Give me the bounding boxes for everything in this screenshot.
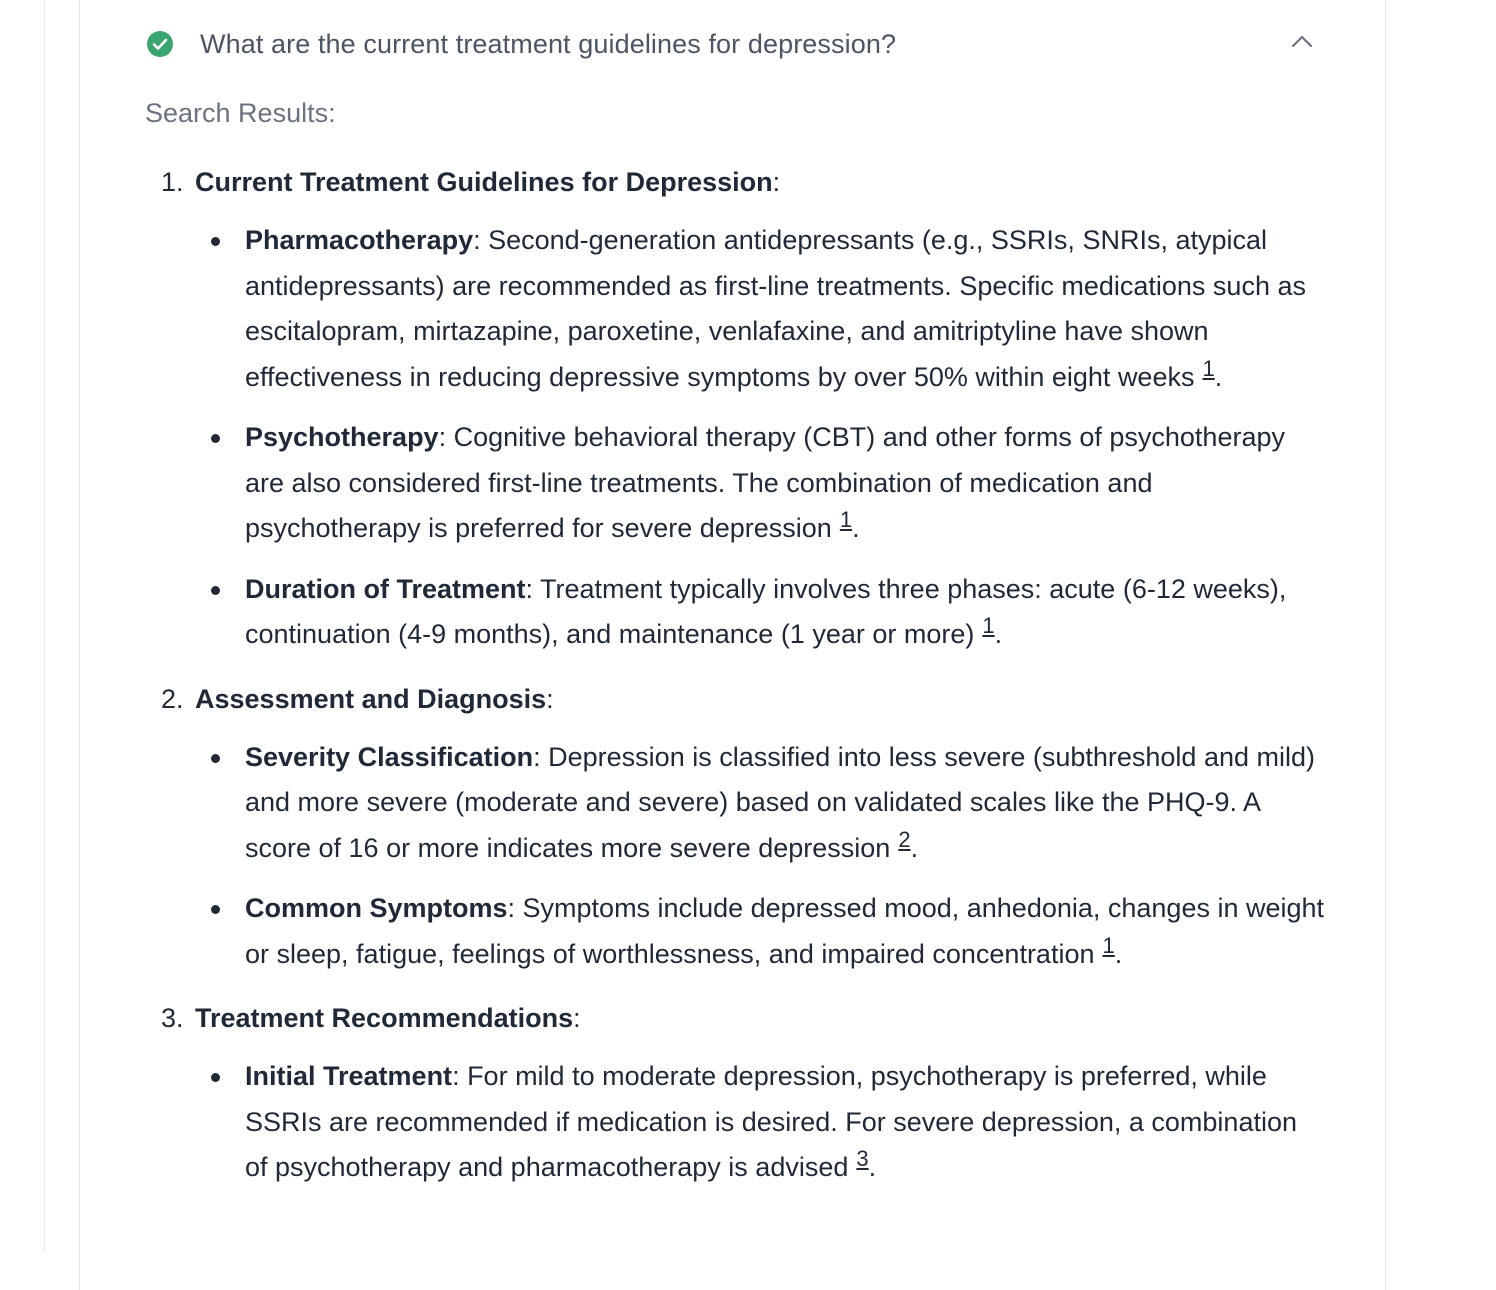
bullet-dot bbox=[211, 905, 220, 914]
bullet-term: Duration of Treatment bbox=[245, 573, 526, 604]
bullet-text: : Second-generation antidepressants (e.g., SSRIs, SNRIs, atypical antidepressants) are recommended as first-line treatments. Specific medications such as escitalopram, mirtazapine, paroxetine, venlafaxine, and amitriptyline have shown effectiveness in reducing depressive symptoms by over 50% within eight weeks bbox=[245, 225, 1306, 392]
bullet-term: Initial Treatment bbox=[245, 1061, 453, 1091]
citation-link[interactable]: 1 bbox=[1102, 932, 1115, 958]
citation-link[interactable]: 1 bbox=[982, 613, 995, 638]
bullet-text: : Depression is classified into less severe (subthreshold and mild) and more severe (moderate and severe) based on validated scales like the PHQ-9. A score of 16 or more indicates more severe depression bbox=[245, 741, 1315, 863]
section bbox=[145, 156, 1325, 658]
bullet-text: : Symptoms include depressed mood, anhedonia, changes in weight or sleep, fatigue, feelings of worthlessness, and impaired concentration bbox=[245, 893, 1325, 969]
citation-link[interactable]: 3 bbox=[856, 1146, 869, 1171]
bullet-text: : Cognitive behavioral therapy (CBT) and other forms of psychotherapy are also considered first-line treatments. The combination of medication and psychotherapy is preferred for severe depression bbox=[245, 422, 1285, 543]
list-item: Common Symptoms: Symptoms include depressed mood, anhedonia, changes in weight or sleep, fatigue, feelings of worthlessness, and impaired concentration $^1$. bbox=[145, 886, 1325, 977]
bullet-dot bbox=[211, 586, 220, 595]
section-title: 3. Treatment Recommendations: bbox=[145, 992, 1325, 1046]
bullet-dot bbox=[211, 434, 220, 443]
bullet-term: Psychotherapy bbox=[245, 422, 439, 452]
left-border-line bbox=[44, 0, 45, 1252]
section bbox=[145, 673, 1325, 978]
bullet-term: Common Symptoms bbox=[245, 893, 508, 923]
citation-link[interactable]: 1 bbox=[1202, 355, 1215, 381]
step-question: What are the current treatment guidelines for depression? bbox=[200, 28, 897, 59]
check-circle-icon bbox=[146, 30, 174, 58]
bullet-text: : Treatment typically involves three phases: acute (6-12 weeks), continuation (4-9 months), and maintenance (1 year or more) bbox=[245, 573, 1287, 649]
citation-link[interactable]: 1 bbox=[839, 507, 853, 532]
chevron-up-icon[interactable] bbox=[1288, 28, 1316, 56]
section-heading: Assessment and Diagnosis bbox=[195, 683, 547, 714]
bullet-term: Severity Classification bbox=[245, 741, 534, 772]
section-heading: Treatment Recommendations bbox=[195, 1003, 574, 1034]
section-heading: Current Treatment Guidelines for Depression bbox=[195, 167, 773, 198]
section-title: 1. Current Treatment Guidelines for Depression: bbox=[145, 156, 1325, 210]
search-results-label: Search Results: bbox=[145, 98, 336, 128]
list-item: Initial Treatment: For mild to moderate depression, psychotherapy is preferred, while SSRIs are recommended if medication is desired. For severe depression, a combination of psychotherapy and pharmacotherapy is advised $^3$. bbox=[145, 1054, 1325, 1191]
bullet-term: Pharmacotherapy bbox=[245, 225, 474, 255]
results-content bbox=[145, 156, 1325, 1206]
bullet-dot bbox=[211, 1073, 220, 1082]
list-item: Duration of Treatment: Treatment typically involves three phases: acute (6-12 weeks), continuation (4-9 months), and maintenance (1 year or more) $^1$. bbox=[145, 567, 1325, 658]
section-number: 3. bbox=[161, 1003, 184, 1034]
bullet-text: : For mild to moderate depression, psychotherapy is preferred, while SSRIs are recommended if medication is desired. For severe depression, a combination of psychotherapy and pharmacotherapy is advised bbox=[245, 1061, 1297, 1182]
section-number: 2. bbox=[161, 683, 184, 714]
section-title: 2. Assessment and Diagnosis: bbox=[145, 673, 1325, 727]
citation-link[interactable]: 2 bbox=[898, 826, 911, 852]
list-item: Severity Classification: Depression is classified into less severe (subthreshold and mild) and more severe (moderate and severe) based on validated scales like the PHQ-9. A score of 16 or more indicates more severe depression $^2$. bbox=[145, 735, 1325, 872]
bullet-dot bbox=[211, 237, 220, 246]
step-header[interactable] bbox=[146, 26, 1316, 62]
bullet-dot bbox=[211, 754, 220, 763]
section-number: 1. bbox=[161, 167, 184, 198]
section bbox=[145, 992, 1325, 1191]
list-item: Pharmacotherapy: Second-generation antidepressants (e.g., SSRIs, SNRIs, atypical antidepressants) are recommended as first-line treatments. Specific medications such as escitalopram, mirtazapine, paroxetine, venlafaxine, and amitriptyline have shown effectiveness in reducing depressive symptoms by over 50% within eight weeks $^1$. bbox=[145, 218, 1325, 400]
list-item: Psychotherapy: Cognitive behavioral therapy (CBT) and other forms of psychotherapy are also considered first-line treatments. The combination of medication and psychotherapy is preferred for severe depression $^1$. bbox=[145, 415, 1325, 552]
